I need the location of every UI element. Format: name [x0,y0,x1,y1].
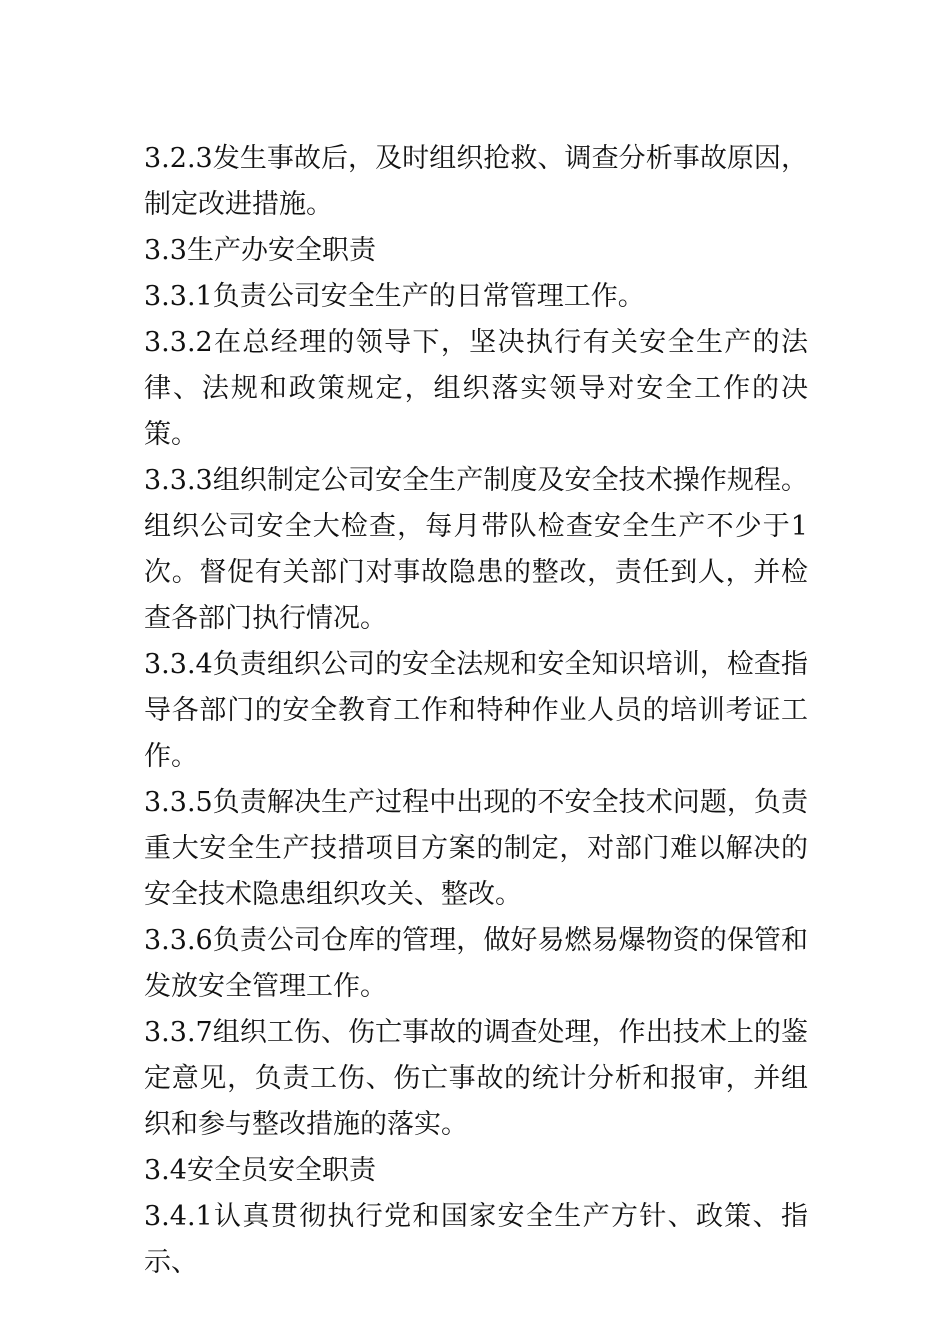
paragraph-3-4-1: 3.4.1认真贯彻执行党和国家安全生产方针、政策、指示、 [144,1201,808,1278]
paragraph-3-2-3: 3.2.3发生事故后，及时组织抢救、调查分析事故原因，制定改进措施。 [144,143,808,220]
paragraph-3-3-4: 3.3.4负责组织公司的安全法规和安全知识培训，检查指导各部门的安全教育工作和特种作业人员的培训考证工作。 [144,649,808,772]
paragraph-3-3-3: 3.3.3组织制定公司安全生产制度及安全技术操作规程。组织公司安全大检查，每月带队检查安全生产不少于1次。督促有关部门对事故隐患的整改，责任到人，并检查各部门执行情况。 [144,465,808,634]
paragraph-3-3-2: 3.3.2在总经理的领导下，坚决执行有关安全生产的法律、法规和政策规定，组织落实领导对安全工作的决策。 [144,327,808,450]
section-heading-3-4: 3.4安全员安全职责 [144,1155,376,1186]
paragraph-3-3-7: 3.3.7组织工伤、伤亡事故的调查处理，作出技术上的鉴定意见，负责工伤、伤亡事故的统计分析和报审，并组织和参与整改措施的落实。 [144,1017,808,1140]
section-heading-3-3: 3.3生产办安全职责 [144,235,376,266]
document-body [144,136,808,1286]
paragraph-3-3-1: 3.3.1负责公司安全生产的日常管理工作。 [144,281,645,312]
paragraph-3-3-5: 3.3.5负责解决生产过程中出现的不安全技术问题，负责重大安全生产技措项目方案的制定，对部门难以解决的安全技术隐患组织攻关、整改。 [144,787,808,910]
paragraph-3-3-6: 3.3.6负责公司仓库的管理，做好易燃易爆物资的保管和发放安全管理工作。 [144,925,808,1002]
